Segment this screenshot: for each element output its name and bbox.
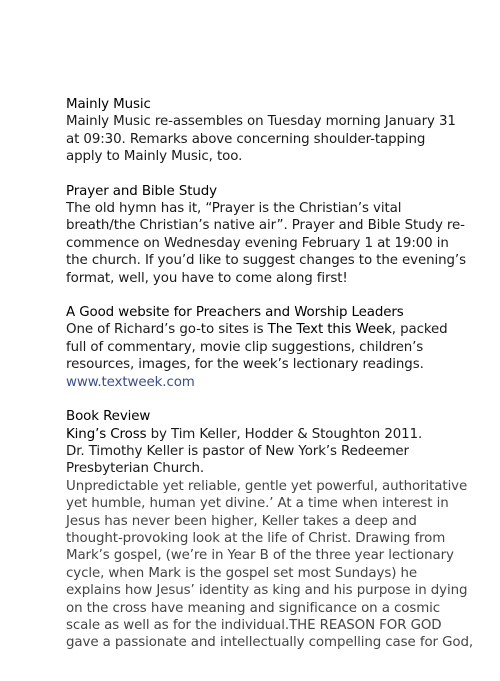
- website-section: [66, 304, 466, 391]
- text-fragment: One of Richard’s go-to sites is: [66, 322, 268, 338]
- text-line: the church. If you’d like to suggest changes to the evening’s: [66, 253, 466, 269]
- website-heading: A Good website for Preachers and Worship Leaders: [66, 305, 404, 321]
- text-line: on the cross have meaning and significance on a cosmic: [66, 600, 441, 616]
- text-line: cycle, when Mark is the gospel set most Sundays) he: [66, 565, 418, 581]
- textweek-url-link[interactable]: www.textweek.com: [66, 374, 195, 390]
- text-this-week-link[interactable]: The Text this Week: [267, 322, 392, 338]
- text-line: thought-provoking look at the life of Christ. Drawing from: [66, 530, 446, 546]
- text-line: apply to Mainly Music, too.: [66, 149, 243, 165]
- text-line: gave a passionate and intellectually compelling case for God,: [66, 635, 474, 651]
- website-text: [66, 321, 466, 373]
- mainly-music-section: [66, 96, 466, 166]
- text-line: The old hymn has it, “Prayer is the Christian’s vital: [66, 201, 402, 217]
- mainly-music-text: [66, 113, 466, 165]
- book-title: King’s Cross: [66, 426, 147, 442]
- prayer-text: [66, 200, 466, 287]
- text-line: resources, images, for the week’s lectionary readings.: [66, 357, 424, 373]
- text-line: full of commentary, movie clip suggestions, children’s: [66, 339, 424, 355]
- text-line: yet humble, human yet divine.’ At a time when interest in: [66, 496, 449, 512]
- text-line: scale as well as for the individual.THE REASON FOR GOD: [66, 617, 442, 633]
- book-review-section: [66, 408, 474, 652]
- book-review-text: [66, 426, 474, 652]
- text-line: [66, 321, 466, 338]
- mainly-music-heading: Mainly Music: [66, 97, 151, 112]
- text-line: Jesus has never been higher, Keller takes a deep and: [66, 513, 417, 529]
- book-title-line: [66, 426, 466, 443]
- text-line: Dr. Timothy Keller is pastor of New York’s Redeemer: [66, 443, 409, 459]
- text-line: commence on Wednesday evening February 1 at 19:00 in: [66, 235, 449, 251]
- text-line: Mark’s gospel, (we’re in Year B of the three year lectionary: [66, 548, 454, 564]
- text-line: format, well, you have to come along first!: [66, 270, 348, 286]
- newsletter-page: [66, 96, 474, 669]
- text-line: Mainly Music re-assembles on Tuesday morning January 31: [66, 114, 456, 130]
- prayer-section: [66, 183, 466, 287]
- text-line: Presbyterian Church.: [66, 461, 204, 477]
- book-review-heading: Book Review: [66, 409, 151, 425]
- text-fragment: , packed: [391, 322, 448, 338]
- prayer-heading: Prayer and Bible Study: [66, 183, 218, 199]
- text-line: explains how Jesus’ identity as king and his purpose in dying: [66, 583, 468, 599]
- text-line: breath/the Christian’s native air”. Prayer and Bible Study re-: [66, 218, 465, 234]
- text-line: at 09:30. Remarks above concerning shoulder-tapping: [66, 131, 426, 147]
- text-line: Unpredictable yet reliable, gentle yet powerful, authoritative: [66, 478, 468, 494]
- book-details: by Tim Keller, Hodder & Stoughton 2011.: [146, 426, 423, 442]
